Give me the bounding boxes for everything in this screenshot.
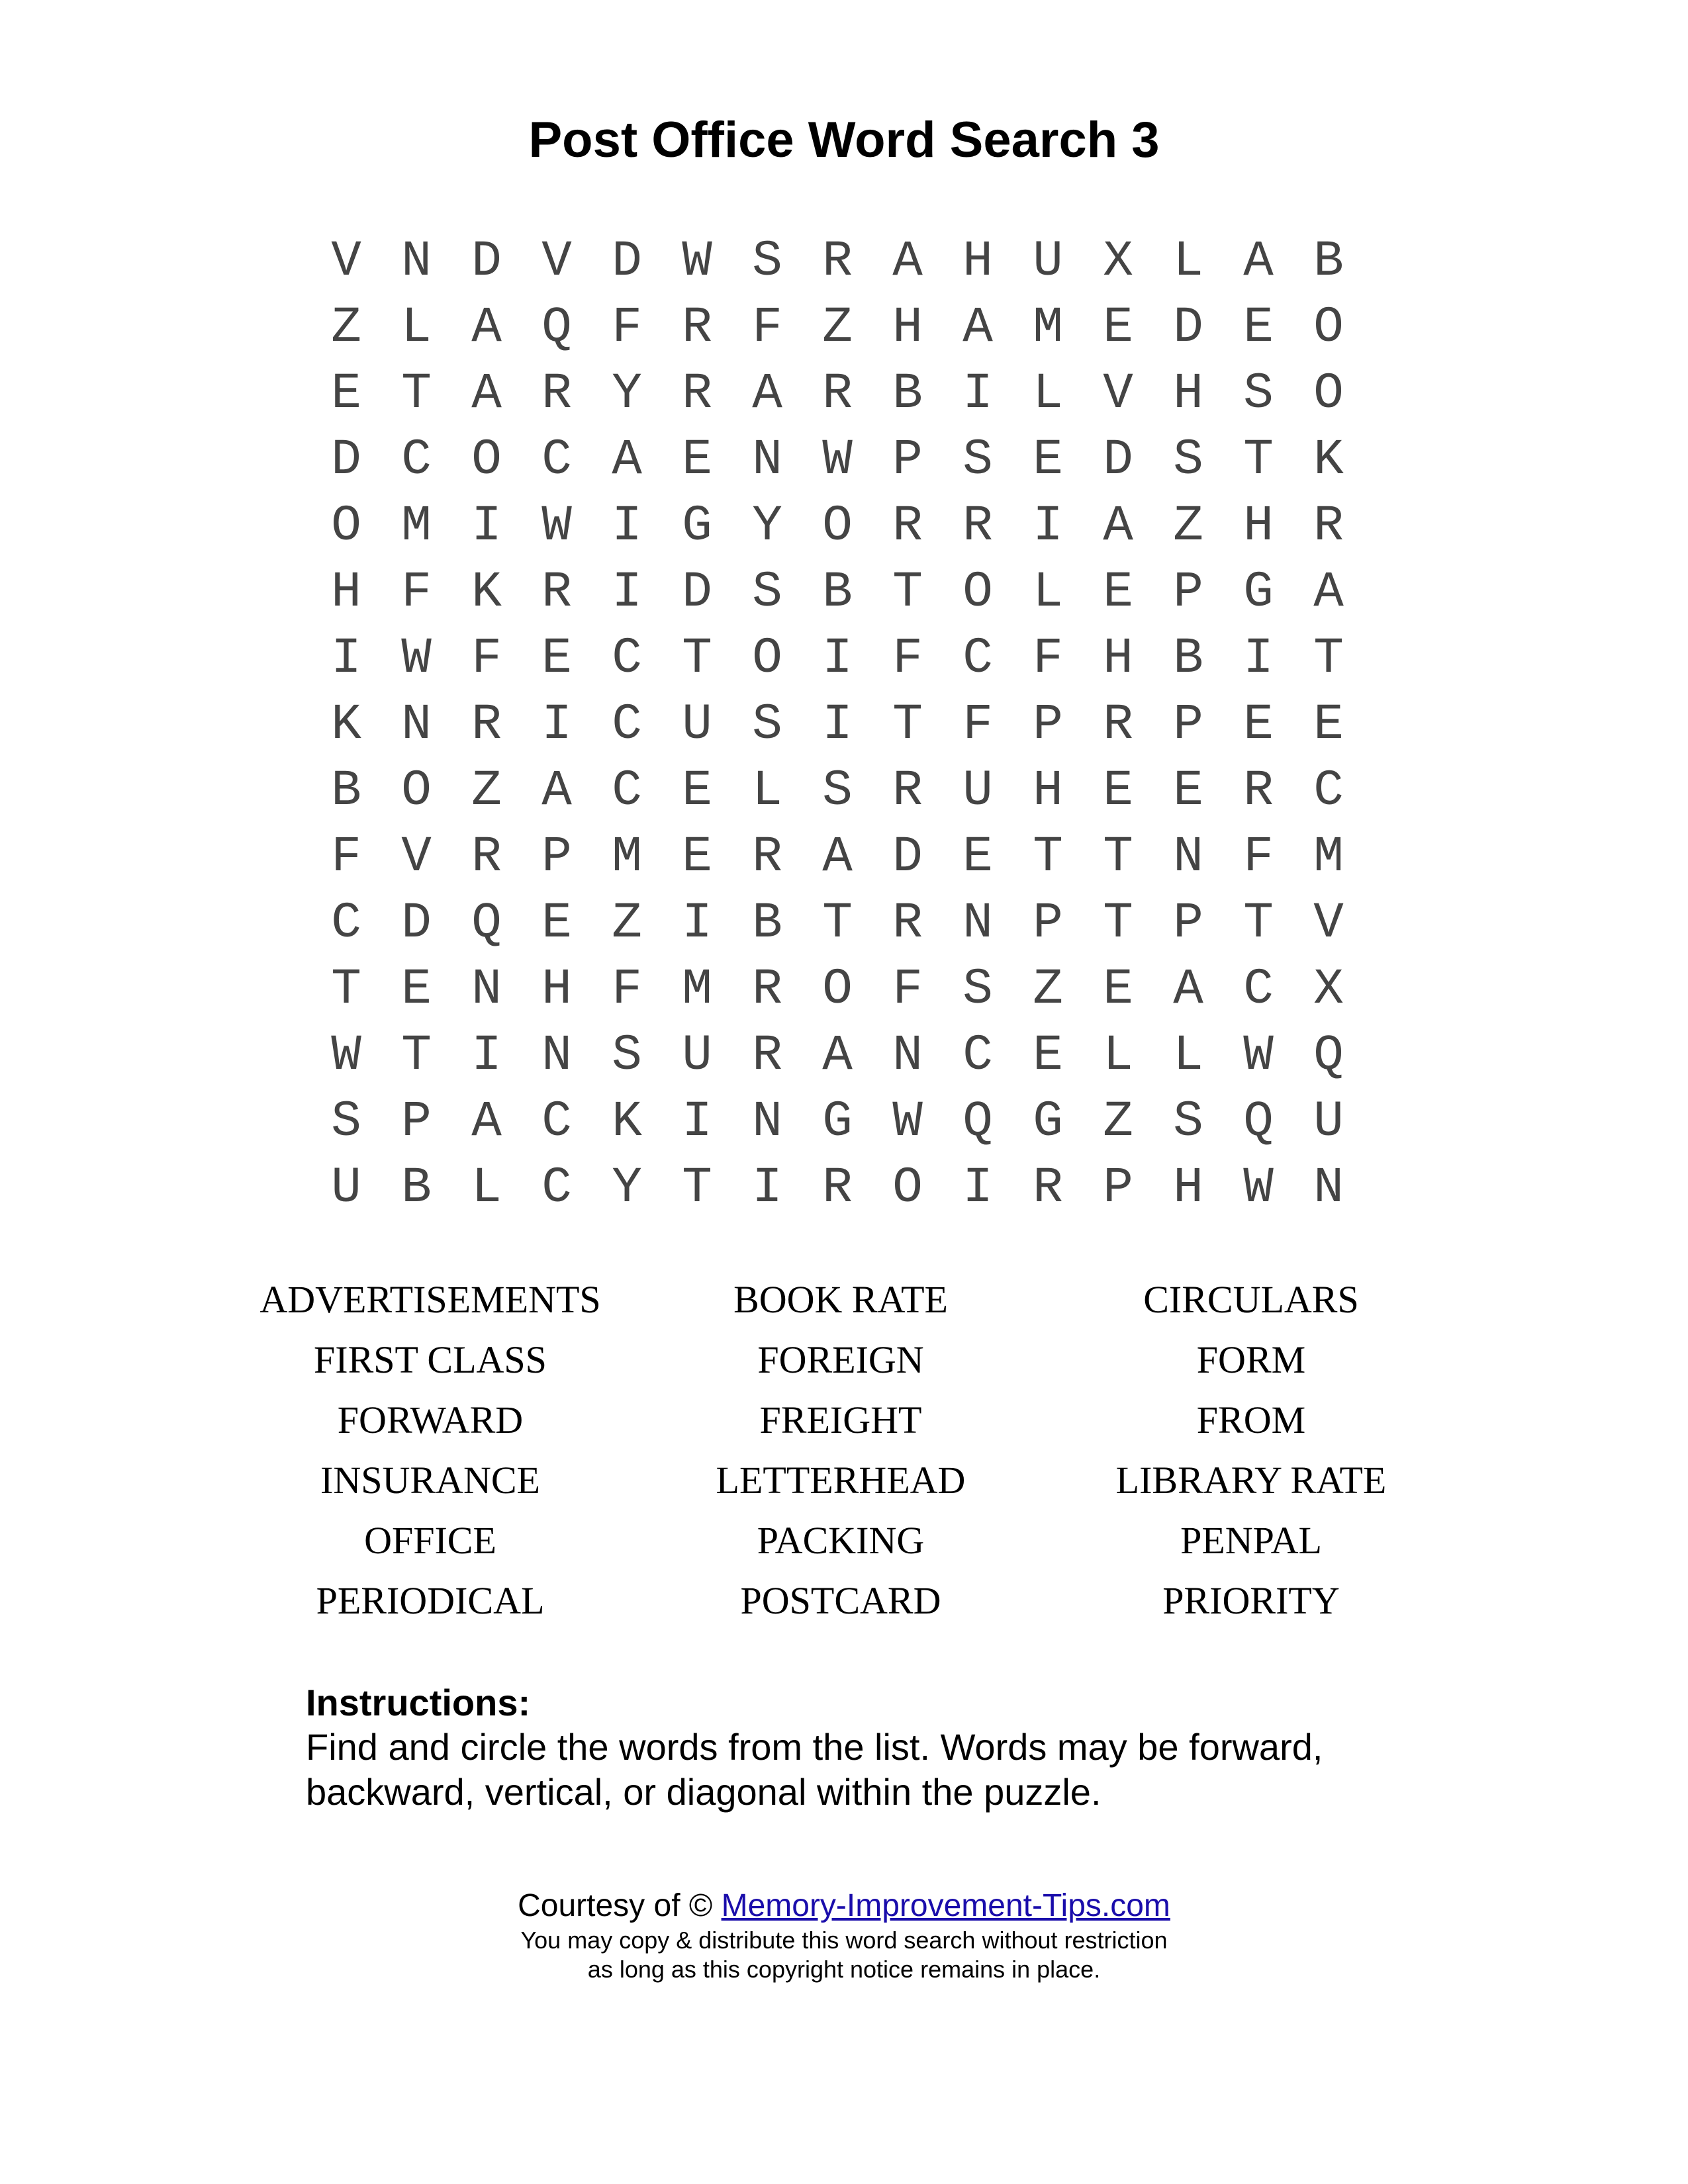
grid-cell[interactable]: R (682, 299, 712, 356)
word-list-item: FORM (1196, 1338, 1306, 1381)
grid-cell[interactable]: G (1033, 1093, 1063, 1150)
grid-cell[interactable]: A (1173, 961, 1203, 1018)
grid-cell[interactable]: V (1313, 895, 1344, 952)
grid-cell[interactable]: M (401, 498, 432, 555)
grid-cell[interactable]: E (1103, 762, 1133, 819)
grid-cell[interactable]: F (892, 961, 923, 1018)
grid-cell[interactable]: D (1103, 432, 1133, 488)
grid-cell[interactable]: U (331, 1160, 361, 1216)
grid-cell[interactable]: I (1243, 630, 1274, 687)
grid-cell[interactable]: R (1033, 1160, 1063, 1216)
grid-cell[interactable]: L (1033, 564, 1063, 621)
grid-cell[interactable]: Z (331, 299, 361, 356)
grid-cell[interactable]: F (892, 630, 923, 687)
grid-cell[interactable]: E (541, 630, 572, 687)
grid-cell[interactable]: T (1243, 895, 1274, 952)
grid-cell[interactable]: W (682, 233, 712, 290)
grid-cell[interactable]: H (541, 961, 572, 1018)
grid-cell[interactable]: N (962, 895, 993, 952)
grid-cell[interactable]: R (752, 961, 782, 1018)
grid-cell[interactable]: A (892, 233, 923, 290)
grid-cell[interactable]: N (401, 696, 432, 753)
grid-cell[interactable]: S (752, 696, 782, 753)
grid-cell[interactable]: X (1103, 233, 1133, 290)
grid-cell[interactable]: D (682, 564, 712, 621)
grid-cell[interactable]: A (1103, 498, 1133, 555)
grid-cell[interactable]: M (1313, 829, 1344, 886)
instructions-line-1: Find and circle the words from the list. Words may be forward, (306, 1726, 1323, 1768)
grid-cell[interactable]: O (822, 961, 853, 1018)
instructions-line-2: backward, vertical, or diagonal within the puzzle. (306, 1771, 1102, 1813)
grid-cell[interactable]: M (682, 961, 712, 1018)
word-list-item: FOREIGN (757, 1338, 924, 1381)
grid-cell[interactable]: P (1173, 895, 1203, 952)
grid-cell[interactable]: L (471, 1160, 502, 1216)
grid-cell[interactable]: T (892, 564, 923, 621)
grid-cell[interactable]: S (962, 432, 993, 488)
grid-cell[interactable]: Z (612, 895, 642, 952)
grid-cell[interactable]: O (752, 630, 782, 687)
grid-cell[interactable]: O (1313, 299, 1344, 356)
grid-cell[interactable]: O (1313, 365, 1344, 422)
grid-cell[interactable]: I (962, 1160, 993, 1216)
grid-cell[interactable]: B (822, 564, 853, 621)
grid-cell[interactable]: A (822, 829, 853, 886)
grid-cell[interactable]: N (1313, 1160, 1344, 1216)
grid-cell[interactable]: E (331, 365, 361, 422)
grid-cell[interactable]: Y (612, 365, 642, 422)
grid-cell[interactable]: N (401, 233, 432, 290)
grid-cell[interactable]: S (1173, 1093, 1203, 1150)
grid-cell[interactable]: I (331, 630, 361, 687)
grid-cell[interactable]: T (401, 1027, 432, 1084)
grid-cell[interactable]: V (541, 233, 572, 290)
grid-cell[interactable]: S (1173, 432, 1203, 488)
grid-cell[interactable]: I (612, 498, 642, 555)
grid-cell[interactable]: C (541, 432, 572, 488)
grid-cell[interactable]: A (1243, 233, 1274, 290)
grid-cell[interactable]: L (1033, 365, 1063, 422)
grid-cell[interactable]: W (401, 630, 432, 687)
grid-cell[interactable]: C (1243, 961, 1274, 1018)
grid-cell[interactable]: D (892, 829, 923, 886)
grid-cell[interactable]: R (471, 829, 502, 886)
grid-cell[interactable]: Q (541, 299, 572, 356)
grid-cell[interactable]: W (1243, 1027, 1274, 1084)
grid-cell[interactable]: T (331, 961, 361, 1018)
grid-cell[interactable]: C (612, 762, 642, 819)
grid-cell[interactable]: R (1313, 498, 1344, 555)
grid-cell[interactable]: I (541, 696, 572, 753)
grid-cell[interactable]: S (331, 1093, 361, 1150)
grid-cell[interactable]: K (612, 1093, 642, 1150)
grid-cell[interactable]: R (822, 365, 853, 422)
grid-cell[interactable]: E (1103, 564, 1133, 621)
grid-cell[interactable]: H (1173, 1160, 1203, 1216)
grid-cell[interactable]: C (962, 630, 993, 687)
grid-cell[interactable]: T (1103, 829, 1133, 886)
grid-cell[interactable]: B (1313, 233, 1344, 290)
grid-cell[interactable]: I (752, 1160, 782, 1216)
grid-cell[interactable]: G (822, 1093, 853, 1150)
grid-cell[interactable]: P (1033, 696, 1063, 753)
grid-cell[interactable]: R (541, 564, 572, 621)
grid-cell[interactable]: S (612, 1027, 642, 1084)
grid-cell[interactable]: Z (822, 299, 853, 356)
grid-cell[interactable]: R (892, 762, 923, 819)
grid-cell[interactable]: E (1313, 696, 1344, 753)
grid-cell[interactable]: E (962, 829, 993, 886)
grid-cell[interactable]: U (962, 762, 993, 819)
grid-cell[interactable]: H (892, 299, 923, 356)
grid-cell[interactable]: P (401, 1093, 432, 1150)
word-list-item: LETTERHEAD (716, 1459, 966, 1502)
grid-cell[interactable]: A (471, 299, 502, 356)
grid-cell[interactable]: Q (471, 895, 502, 952)
grid-cell[interactable]: P (1033, 895, 1063, 952)
grid-cell[interactable]: O (401, 762, 432, 819)
grid-cell[interactable]: W (892, 1093, 923, 1150)
grid-cell[interactable]: W (1243, 1160, 1274, 1216)
grid-cell[interactable]: R (752, 1027, 782, 1084)
grid-cell[interactable]: R (892, 895, 923, 952)
grid-cell[interactable]: Q (1313, 1027, 1344, 1084)
grid-cell[interactable]: T (892, 696, 923, 753)
grid-cell[interactable]: F (1033, 630, 1063, 687)
grid-cell[interactable]: R (541, 365, 572, 422)
grid-cell[interactable]: A (471, 1093, 502, 1150)
instructions (306, 1681, 1431, 1815)
grid-cell[interactable]: V (1103, 365, 1133, 422)
grid-cell[interactable]: S (752, 564, 782, 621)
grid-cell[interactable]: E (1103, 299, 1133, 356)
grid-cell[interactable]: I (822, 630, 853, 687)
grid-cell[interactable]: H (331, 564, 361, 621)
grid-cell[interactable]: E (1033, 1027, 1063, 1084)
grid-cell[interactable]: Q (1243, 1093, 1274, 1150)
grid-cell[interactable]: F (331, 829, 361, 886)
grid-cell[interactable]: T (682, 630, 712, 687)
grid-cell[interactable]: T (682, 1160, 712, 1216)
grid-cell[interactable]: U (682, 696, 712, 753)
grid-cell[interactable]: S (962, 961, 993, 1018)
grid-cell[interactable]: C (541, 1093, 572, 1150)
grid-cell[interactable]: E (1243, 696, 1274, 753)
grid-cell[interactable]: E (682, 762, 712, 819)
grid-cell[interactable]: B (401, 1160, 432, 1216)
grid-cell[interactable]: K (331, 696, 361, 753)
grid-cell[interactable]: U (682, 1027, 712, 1084)
word-list-item: PRIORITY (1162, 1579, 1340, 1622)
grid-cell[interactable]: N (892, 1027, 923, 1084)
grid-cell[interactable]: I (682, 1093, 712, 1150)
grid-cell[interactable]: H (962, 233, 993, 290)
grid-cell[interactable]: T (1313, 630, 1344, 687)
word-list-item: PACKING (757, 1519, 925, 1562)
grid-cell[interactable]: I (1033, 498, 1063, 555)
grid-cell[interactable]: E (541, 895, 572, 952)
grid-cell[interactable]: E (682, 432, 712, 488)
word-list-item: OFFICE (364, 1519, 496, 1562)
grid-cell[interactable]: R (822, 233, 853, 290)
grid-cell[interactable]: H (1243, 498, 1274, 555)
grid-cell[interactable]: W (541, 498, 572, 555)
grid-cell[interactable]: A (822, 1027, 853, 1084)
word-list-item: POSTCARD (740, 1579, 941, 1622)
grid-cell[interactable]: U (1313, 1093, 1344, 1150)
grid-cell[interactable]: C (541, 1160, 572, 1216)
grid-cell[interactable]: P (1103, 1160, 1133, 1216)
grid-cell[interactable]: L (752, 762, 782, 819)
grid-cell[interactable]: I (471, 498, 502, 555)
word-list-item: LIBRARY RATE (1115, 1459, 1387, 1502)
grid-cell[interactable]: O (892, 1160, 923, 1216)
word-list-item: FREIGHT (759, 1398, 922, 1441)
grid-cell[interactable]: O (471, 432, 502, 488)
word-list-item: CIRCULARS (1143, 1278, 1359, 1321)
grid-cell[interactable]: B (752, 895, 782, 952)
grid-cell[interactable]: H (1103, 630, 1133, 687)
grid-cell[interactable]: P (1173, 696, 1203, 753)
grid-cell[interactable]: R (752, 829, 782, 886)
grid-cell[interactable]: B (892, 365, 923, 422)
grid-cell[interactable]: R (822, 1160, 853, 1216)
grid-cell[interactable]: I (682, 895, 712, 952)
grid-cell[interactable]: C (1313, 762, 1344, 819)
grid-cell[interactable]: D (612, 233, 642, 290)
grid-cell[interactable]: R (471, 696, 502, 753)
grid-cell[interactable]: E (682, 829, 712, 886)
grid-cell[interactable]: I (962, 365, 993, 422)
courtesy-line (0, 1886, 1688, 1926)
word-list-item: BOOK RATE (733, 1278, 948, 1321)
grid-cell[interactable]: K (1313, 432, 1344, 488)
grid-cell[interactable]: O (822, 498, 853, 555)
grid-cell[interactable]: T (1243, 432, 1274, 488)
grid-cell[interactable]: C (612, 630, 642, 687)
page-title: Post Office Word Search 3 (528, 112, 1160, 168)
grid-cell[interactable]: O (331, 498, 361, 555)
grid-cell[interactable]: L (1173, 233, 1203, 290)
grid-cell[interactable]: N (541, 1027, 572, 1084)
grid-cell[interactable]: W (331, 1027, 361, 1084)
grid-cell[interactable]: D (401, 895, 432, 952)
grid-cell[interactable]: Z (1173, 498, 1203, 555)
grid-cell[interactable]: R (892, 498, 923, 555)
grid-cell[interactable]: C (962, 1027, 993, 1084)
grid-cell[interactable]: M (612, 829, 642, 886)
grid-cell[interactable]: L (1173, 1027, 1203, 1084)
grid-cell[interactable]: N (471, 961, 502, 1018)
grid-cell[interactable]: E (1103, 961, 1133, 1018)
grid-cell[interactable]: A (1313, 564, 1344, 621)
grid-cell[interactable]: R (682, 365, 712, 422)
grid-cell[interactable]: Y (612, 1160, 642, 1216)
grid-cell[interactable]: W (822, 432, 853, 488)
grid-cell[interactable]: E (1243, 299, 1274, 356)
grid-cell[interactable]: V (401, 829, 432, 886)
grid-cell[interactable]: F (1243, 829, 1274, 886)
grid-cell[interactable]: K (471, 564, 502, 621)
letter-grid (311, 228, 1364, 1221)
grid-cell[interactable]: V (331, 233, 361, 290)
grid-cell[interactable]: E (1033, 432, 1063, 488)
word-list-item: PERIODICAL (316, 1579, 545, 1622)
grid-cell[interactable]: T (1033, 829, 1063, 886)
grid-cell[interactable]: A (752, 365, 782, 422)
courtesy-prefix: Courtesy of © (518, 1888, 722, 1923)
grid-cell[interactable]: D (331, 432, 361, 488)
grid-cell[interactable]: D (471, 233, 502, 290)
grid-cell[interactable]: G (1243, 564, 1274, 621)
grid-cell[interactable]: T (822, 895, 853, 952)
grid-cell[interactable]: S (822, 762, 853, 819)
word-list-item: ADVERTISEMENTS (259, 1278, 601, 1321)
grid-cell[interactable]: F (612, 961, 642, 1018)
grid-cell[interactable]: F (401, 564, 432, 621)
grid-cell[interactable]: Z (471, 762, 502, 819)
grid-cell[interactable]: B (331, 762, 361, 819)
grid-cell[interactable]: N (752, 1093, 782, 1150)
grid-cell[interactable]: X (1313, 961, 1344, 1018)
grid-cell[interactable]: L (1103, 1027, 1133, 1084)
word-list-item: PENPAL (1180, 1519, 1322, 1562)
grid-cell[interactable]: P (892, 432, 923, 488)
copyright-notice-line-2: as long as this copyright notice remains in place. (587, 1956, 1101, 1983)
grid-cell[interactable]: F (612, 299, 642, 356)
grid-cell[interactable]: I (612, 564, 642, 621)
grid-cell[interactable]: I (471, 1027, 502, 1084)
word-list-item: FIRST CLASS (314, 1338, 547, 1381)
grid-cell[interactable]: R (962, 498, 993, 555)
grid-cell[interactable]: Y (752, 498, 782, 555)
grid-cell[interactable]: H (1173, 365, 1203, 422)
grid-cell[interactable]: P (1173, 564, 1203, 621)
grid-cell[interactable]: I (822, 696, 853, 753)
grid-cell[interactable]: Q (962, 1093, 993, 1150)
site-link[interactable]: Memory-Improvement-Tips.com (721, 1888, 1170, 1923)
grid-cell[interactable]: F (752, 299, 782, 356)
grid-cell[interactable]: S (752, 233, 782, 290)
word-list-item: INSURANCE (320, 1459, 540, 1502)
grid-cell[interactable]: Z (1033, 961, 1063, 1018)
grid-cell[interactable]: D (1173, 299, 1203, 356)
grid-cell[interactable]: H (1033, 762, 1063, 819)
word-list (225, 1277, 1456, 1639)
grid-cell[interactable]: T (401, 365, 432, 422)
grid-cell[interactable]: R (1243, 762, 1274, 819)
grid-cell[interactable]: F (962, 696, 993, 753)
grid-cell[interactable]: C (331, 895, 361, 952)
grid-cell[interactable]: O (962, 564, 993, 621)
grid-cell[interactable]: G (682, 498, 712, 555)
grid-cell[interactable]: N (1173, 829, 1203, 886)
word-list-item: FORWARD (337, 1398, 524, 1441)
grid-cell[interactable]: T (1103, 895, 1133, 952)
grid-cell[interactable]: A (612, 432, 642, 488)
grid-cell[interactable]: P (541, 829, 572, 886)
grid-cell[interactable]: E (401, 961, 432, 1018)
word-list-item: FROM (1196, 1398, 1306, 1441)
grid-cell[interactable]: B (1173, 630, 1203, 687)
grid-cell[interactable]: S (1243, 365, 1274, 422)
grid-cell[interactable]: A (962, 299, 993, 356)
grid-cell[interactable]: E (1173, 762, 1203, 819)
footer (0, 1886, 1688, 1984)
grid-cell[interactable]: Z (1103, 1093, 1133, 1150)
grid-cell[interactable]: N (752, 432, 782, 488)
grid-cell[interactable]: F (471, 630, 502, 687)
grid-cell[interactable]: L (401, 299, 432, 356)
grid-cell[interactable]: C (401, 432, 432, 488)
copyright-notice-line-1: You may copy & distribute this word search without restriction (520, 1927, 1168, 1954)
grid-cell[interactable]: A (541, 762, 572, 819)
grid-cell[interactable]: U (1033, 233, 1063, 290)
grid-cell[interactable]: C (612, 696, 642, 753)
grid-cell[interactable]: R (1103, 696, 1133, 753)
grid-cell[interactable]: A (471, 365, 502, 422)
grid-cell[interactable]: M (1033, 299, 1063, 356)
instructions-heading: Instructions: (306, 1682, 531, 1723)
